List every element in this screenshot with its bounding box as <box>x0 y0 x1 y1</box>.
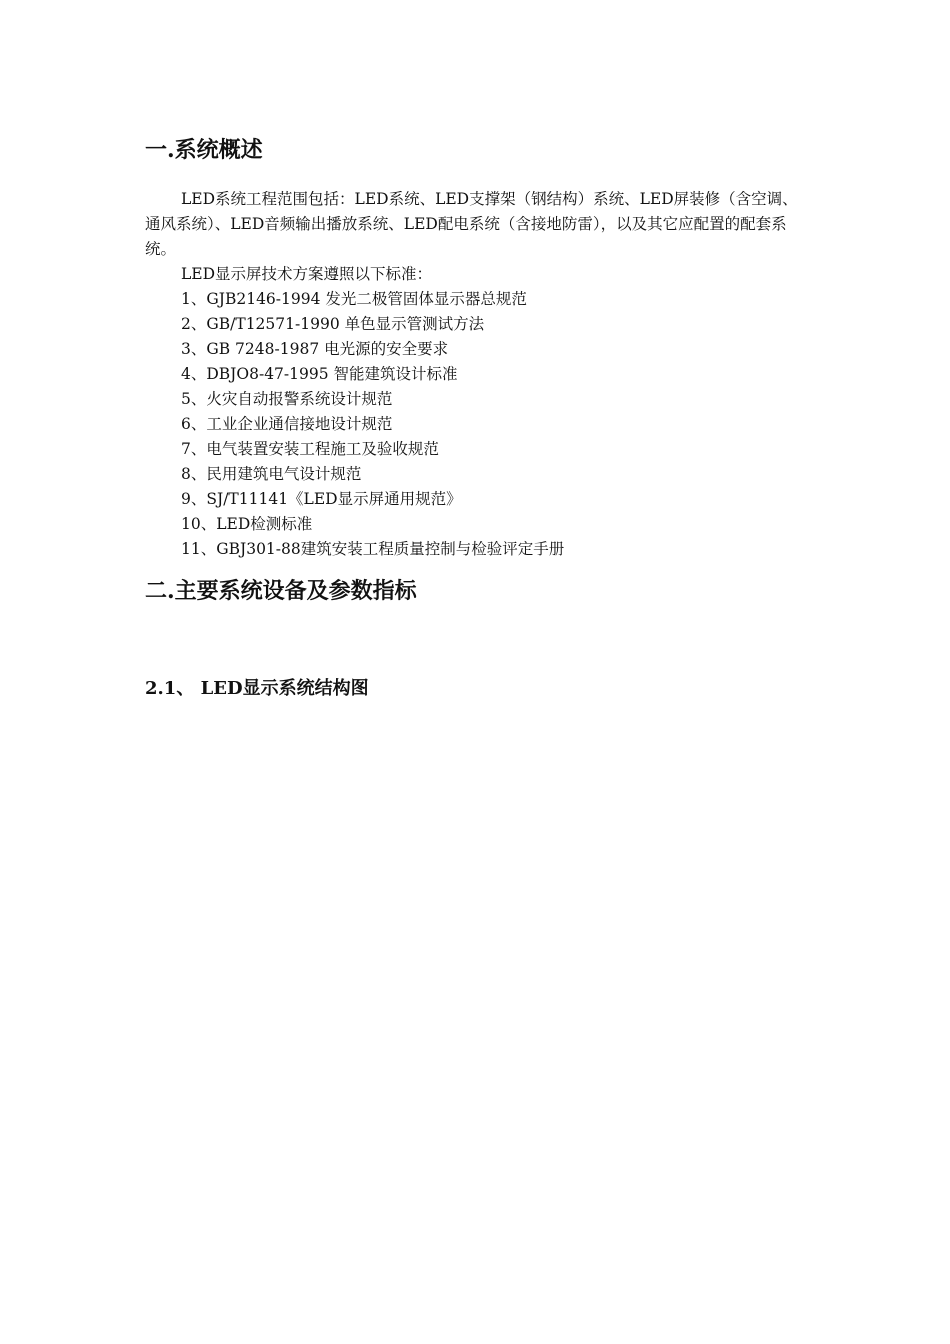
section-1-body <box>145 187 810 287</box>
list-item: 8、民用建筑电气设计规范 <box>181 465 362 483</box>
intro-paragraph: LED系统工程范围包括：LED系统、LED支撑架（钢结构）系统、LED屏装修（含空调、通风系统）、LED音频输出播放系统、LED配电系统（含接地防雷），以及其它应配置的配套系统。 <box>145 190 798 258</box>
list-item: 7、电气装置安装工程施工及验收规范 <box>181 440 439 458</box>
list-item: 6、工业企业通信接地设计规范 <box>181 415 393 433</box>
standards-intro: LED显示屏技术方案遵照以下标准： <box>181 265 433 283</box>
list-item: 2、GB/T12571-1990 单色显示管测试方法 <box>181 315 485 333</box>
section-2-1-heading: 2.1、 LED显示系统结构图 <box>145 678 369 699</box>
standards-list <box>181 287 564 562</box>
section-2-heading: 二.主要系统设备及参数指标 <box>145 578 417 604</box>
list-item: 3、GB 7248-1987 电光源的安全要求 <box>181 340 449 358</box>
list-item: 5、火灾自动报警系统设计规范 <box>181 390 393 408</box>
list-item: 4、DBJO8-47-1995 智能建筑设计标准 <box>181 365 458 383</box>
list-item: 9、SJ/T11141《LED显示屏通用规范》 <box>181 490 462 508</box>
list-item: 11、GBJ301-88建筑安装工程质量控制与检验评定手册 <box>181 540 565 558</box>
list-item: 1、GJB2146-1994 发光二极管固体显示器总规范 <box>181 290 527 308</box>
list-item: 10、LED检测标准 <box>181 515 313 533</box>
section-1-heading: 一.系统概述 <box>145 137 263 163</box>
